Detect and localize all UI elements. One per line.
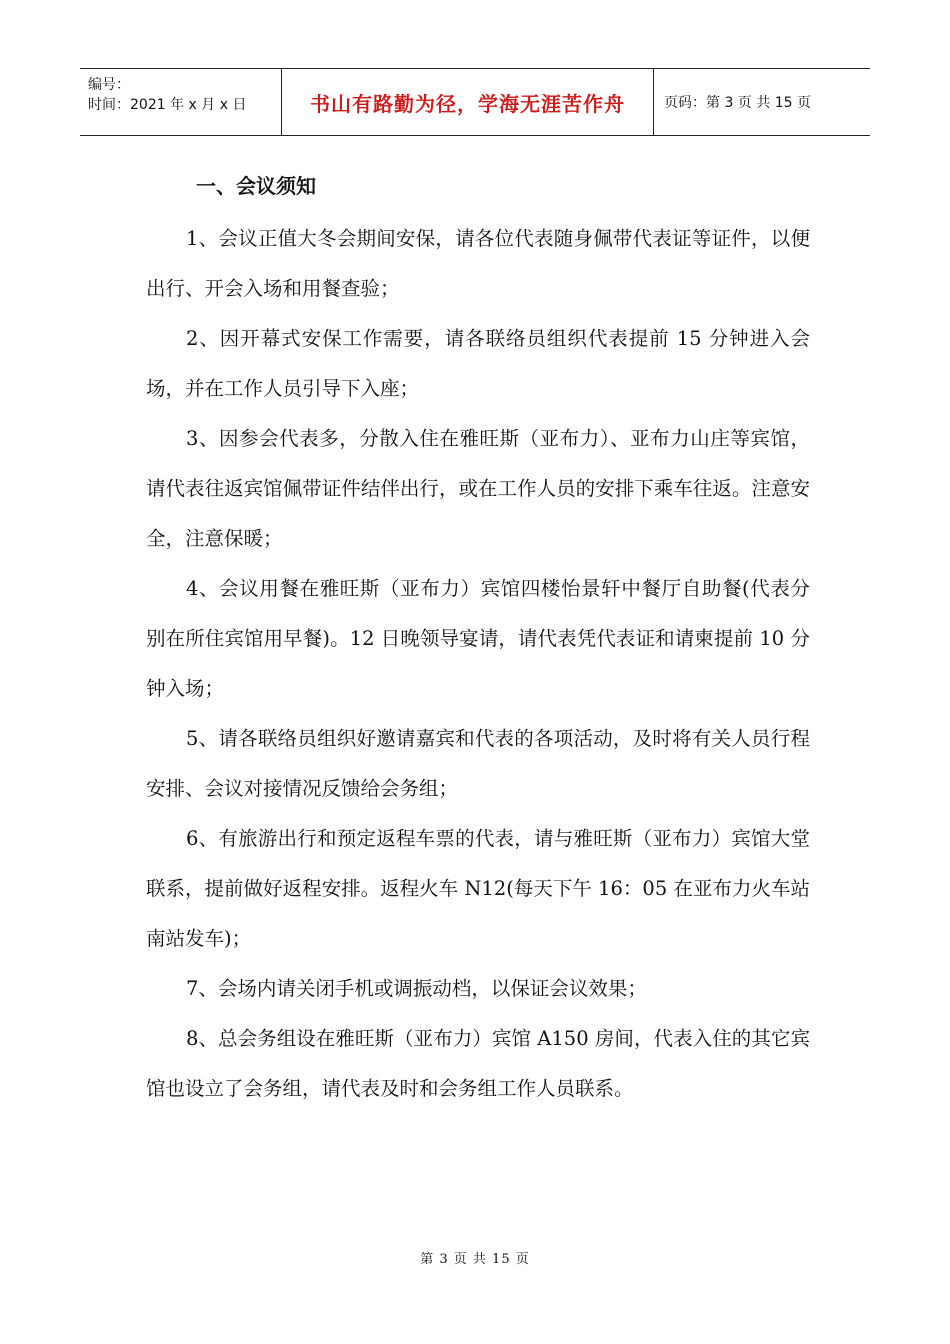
notice-item-3: 3、因参会代表多，分散入住在雅旺斯（亚布力）、亚布力山庄等宾馆，请代表往返宾馆佩带证件结伴出行，或在工作人员的安排下乘车往返。注意安全，注意保暖；: [146, 427, 810, 550]
header-meta: [80, 69, 282, 135]
header-motto: [282, 69, 654, 135]
document-number-label: 编号：: [88, 77, 130, 93]
notice-item-5: 5、请各联络员组织好邀请嘉宾和代表的各项活动，及时将有关人员行程安排、会议对接情况反馈给会务组；: [146, 727, 810, 800]
notice-item-1: 1、会议正值大冬会期间安保，请各位代表随身佩带代表证等证件，以便出行、开会入场和用餐查验；: [146, 227, 810, 300]
motto-text: 书山有路勤为径，学海无涯苦作舟: [310, 91, 625, 116]
page-footer: 第 3 页 共 15 页: [420, 1252, 530, 1267]
notice-item-4: 4、会议用餐在雅旺斯（亚布力）宾馆四楼怡景轩中餐厅自助餐(代表分别在所住宾馆用早餐)。12 日晚领导宴请，请代表凭代表证和请柬提前 10 分钟入场；: [146, 577, 810, 700]
document-body: [146, 172, 810, 1114]
notice-item-6: 6、有旅游出行和预定返程车票的代表，请与雅旺斯（亚布力）宾馆大堂联系，提前做好返程安排。返程火车 N12(每天下午 16：05 在亚布力火车站南站发车)；: [146, 827, 810, 950]
page-info-text: 页码：第 3 页 共 15 页: [664, 95, 811, 111]
document-header: [80, 68, 870, 136]
notice-item-7: 7、会场内请关闭手机或调振动档，以保证会议效果；: [186, 977, 647, 1000]
notice-item-2: 2、因开幕式安保工作需要，请各联络员组织代表提前 15 分钟进入会场，并在工作人员引导下入座；: [146, 327, 810, 400]
notice-item-8: 8、总会务组设在雅旺斯（亚布力）宾馆 A150 房间，代表入住的其它宾馆也设立了会务组，请代表及时和会务组工作人员联系。: [146, 1027, 810, 1100]
section-title: 一、会议须知: [196, 174, 316, 198]
document-date: 时间：2021 年 x 月 x 日: [88, 97, 247, 113]
header-page-info: [654, 69, 870, 135]
